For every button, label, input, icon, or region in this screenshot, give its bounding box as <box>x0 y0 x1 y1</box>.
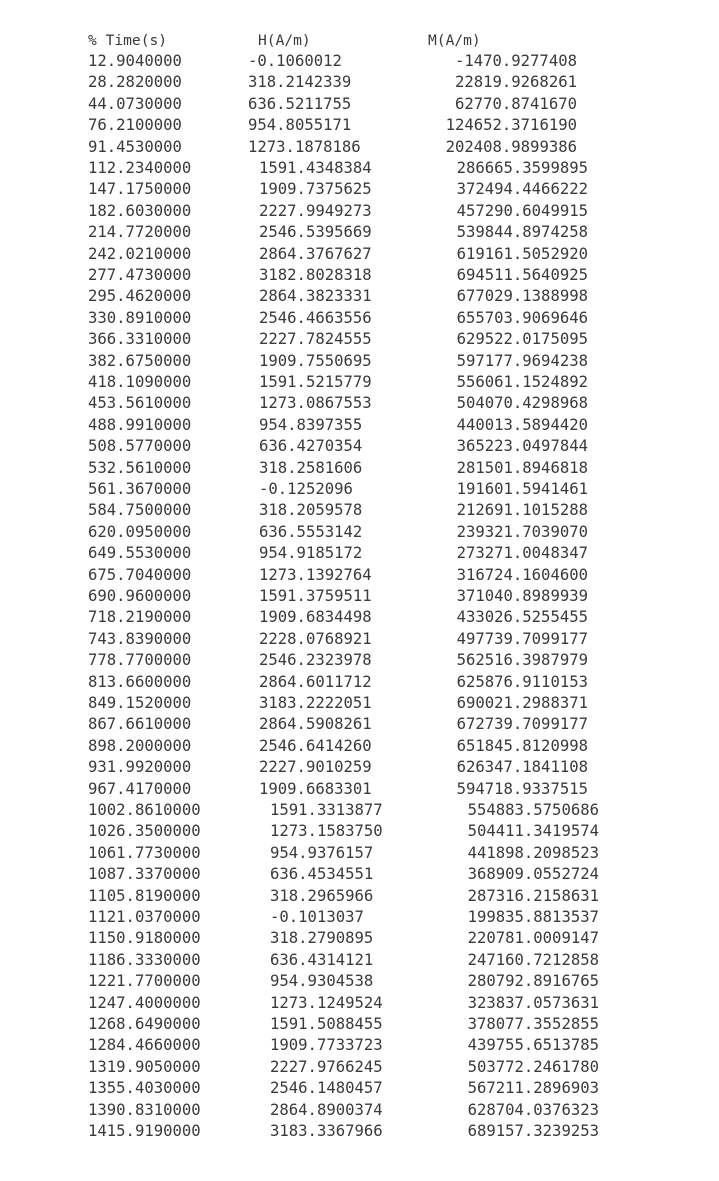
table-row <box>0 244 719 265</box>
h-cell: 1909.7733723 <box>270 1036 383 1055</box>
m-cell: 247160.7212858 <box>467 950 599 969</box>
m-cell: 220781.0009147 <box>467 929 599 948</box>
time-cell: 76.2100000 <box>88 116 182 135</box>
m-cell: 439755.6513785 <box>467 1036 599 1055</box>
h-cell: 2864.3767627 <box>259 244 372 263</box>
m-cell: 689157.3239253 <box>467 1122 599 1140</box>
time-cell: 1247.4000000 <box>88 993 201 1012</box>
h-cell: 2546.2323978 <box>259 651 372 670</box>
table-row <box>0 393 719 414</box>
time-cell: 690.9600000 <box>88 587 192 605</box>
h-cell: 3183.3367966 <box>270 1122 383 1140</box>
table-row <box>0 779 719 800</box>
m-cell: 457290.6049915 <box>456 201 588 220</box>
m-cell: 562516.3987979 <box>456 651 588 670</box>
time-cell: 931.9920000 <box>88 758 192 777</box>
h-cell: 318.2142339 <box>248 73 352 92</box>
h-cell: 1909.7375625 <box>259 180 372 199</box>
h-cell: 2864.5908261 <box>259 715 372 734</box>
m-cell: 497739.7099177 <box>456 629 588 648</box>
m-cell: 202408.9899386 <box>445 137 577 156</box>
table-row <box>0 1100 719 1121</box>
m-cell: 677029.1388998 <box>456 287 588 306</box>
h-cell: 954.9185172 <box>259 544 363 563</box>
time-cell: 1221.7700000 <box>88 972 201 991</box>
m-cell: 287316.2158631 <box>467 886 599 905</box>
table-row <box>0 1057 719 1078</box>
m-cell: -1470.9277408 <box>454 52 577 70</box>
h-cell: 1909.7550695 <box>259 351 372 370</box>
m-cell: 651845.8120998 <box>456 736 588 755</box>
h-cell: 1273.1878186 <box>248 137 361 156</box>
m-cell: 323837.0573631 <box>467 993 599 1012</box>
time-cell: 488.9910000 <box>88 415 192 434</box>
table-row <box>0 94 719 115</box>
m-cell: 273271.0048347 <box>456 544 588 563</box>
h-cell: -0.1013037 <box>270 908 364 926</box>
time-cell: 1150.9180000 <box>88 929 201 948</box>
m-cell: 628704.0376323 <box>467 1100 599 1119</box>
table-row <box>0 565 719 586</box>
h-cell: 1273.0867553 <box>259 394 372 413</box>
h-cell: 2546.5395669 <box>259 223 372 242</box>
table-row <box>0 650 719 671</box>
header-m: M(A/m) <box>428 32 481 49</box>
h-cell: 318.2965966 <box>270 886 374 905</box>
table-row <box>0 693 719 714</box>
time-cell: 718.2190000 <box>88 608 192 627</box>
time-cell: 620.0950000 <box>88 522 192 541</box>
header-time: % Time(s) <box>88 32 168 49</box>
time-cell: 849.1520000 <box>88 694 192 712</box>
h-cell: 2227.9010259 <box>259 758 372 777</box>
m-cell: 191601.5941461 <box>456 480 588 498</box>
table-row <box>0 137 719 158</box>
m-cell: 371040.8989939 <box>456 587 588 605</box>
time-cell: 813.6600000 <box>88 672 192 691</box>
m-cell: 556061.1524892 <box>456 373 588 391</box>
h-cell: 954.9304538 <box>270 972 374 991</box>
time-cell: 649.5530000 <box>88 544 192 563</box>
time-cell: 1087.3370000 <box>88 865 201 884</box>
time-cell: 1390.8310000 <box>88 1100 201 1119</box>
m-cell: 539844.8974258 <box>456 223 588 242</box>
table-row <box>0 372 719 393</box>
time-cell: 147.1750000 <box>88 180 192 199</box>
time-cell: 28.2820000 <box>88 73 182 92</box>
table-row <box>0 714 719 735</box>
m-cell: 441898.2098523 <box>467 843 599 862</box>
table-row <box>0 993 719 1014</box>
m-cell: 625876.9110153 <box>456 672 588 691</box>
m-cell: 62770.8741670 <box>454 94 577 113</box>
h-cell: 1909.6683301 <box>259 779 372 798</box>
h-cell: 954.9376157 <box>270 843 374 862</box>
m-cell: 124652.3716190 <box>445 116 577 135</box>
time-cell: 382.6750000 <box>88 351 192 370</box>
time-cell: 453.5610000 <box>88 394 192 413</box>
m-cell: 690021.2988371 <box>456 694 588 712</box>
m-cell: 503772.2461780 <box>467 1057 599 1076</box>
time-cell: 366.3310000 <box>88 330 192 349</box>
table-row <box>0 971 719 992</box>
h-cell: 636.4314121 <box>270 950 374 969</box>
h-cell: 1591.3313877 <box>270 801 383 819</box>
time-cell: 1319.9050000 <box>88 1057 201 1076</box>
table-row <box>0 607 719 628</box>
m-cell: 504411.3419574 <box>467 822 599 841</box>
h-cell: 1591.4348384 <box>259 159 372 177</box>
time-cell: 182.6030000 <box>88 201 192 220</box>
m-cell: 672739.7099177 <box>456 715 588 734</box>
table-row <box>0 179 719 200</box>
table-row <box>0 886 719 907</box>
table-row <box>0 800 719 821</box>
table-row <box>0 1078 719 1099</box>
m-cell: 626347.1841108 <box>456 758 588 777</box>
m-cell: 655703.9069646 <box>456 308 588 327</box>
time-cell: 1026.3500000 <box>88 822 201 841</box>
m-cell: 199835.8813537 <box>467 908 599 926</box>
h-cell: 2864.8900374 <box>270 1100 383 1119</box>
time-cell: 675.7040000 <box>88 565 192 584</box>
m-cell: 594718.9337515 <box>456 779 588 798</box>
m-cell: 368909.0552724 <box>467 865 599 884</box>
m-cell: 597177.9694238 <box>456 351 588 370</box>
time-cell: 1186.3330000 <box>88 950 201 969</box>
table-row <box>0 329 719 350</box>
h-cell: 636.4270354 <box>259 437 363 456</box>
m-cell: 280792.8916765 <box>467 972 599 991</box>
table-row <box>0 222 719 243</box>
table-row <box>0 201 719 222</box>
time-cell: 418.1090000 <box>88 373 192 391</box>
h-cell: 2864.6011712 <box>259 672 372 691</box>
m-cell: 629522.0175095 <box>456 330 588 349</box>
table-row <box>0 629 719 650</box>
time-cell: 242.0210000 <box>88 244 192 263</box>
h-cell: 3183.2222051 <box>259 694 372 712</box>
time-cell: 1121.0370000 <box>88 908 201 926</box>
time-cell: 214.7720000 <box>88 223 192 242</box>
time-cell: 532.5610000 <box>88 458 192 477</box>
table-row <box>0 265 719 286</box>
time-cell: 295.4620000 <box>88 287 192 306</box>
table-row <box>0 458 719 479</box>
table-row <box>0 1121 719 1142</box>
m-cell: 694511.5640925 <box>456 266 588 284</box>
h-cell: 954.8397355 <box>259 415 363 434</box>
table-row <box>0 500 719 521</box>
h-cell: 636.5553142 <box>259 522 363 541</box>
table-row <box>0 757 719 778</box>
table-row <box>0 522 719 543</box>
table-row <box>0 158 719 179</box>
m-cell: 504070.4298968 <box>456 394 588 413</box>
m-cell: 365223.0497844 <box>456 437 588 456</box>
time-cell: 1002.8610000 <box>88 801 201 819</box>
time-cell: 584.7500000 <box>88 501 192 520</box>
h-cell: 1591.3759511 <box>259 587 372 605</box>
h-cell: 318.2059578 <box>259 501 363 520</box>
h-cell: 2227.9949273 <box>259 201 372 220</box>
h-cell: 3182.8028318 <box>259 266 372 284</box>
h-cell: 1591.5215779 <box>259 373 372 391</box>
m-cell: 440013.5894420 <box>456 415 588 434</box>
m-cell: 212691.1015288 <box>456 501 588 520</box>
h-cell: 954.8055171 <box>248 116 352 135</box>
h-cell: 636.4534551 <box>270 865 374 884</box>
table-row <box>0 586 719 607</box>
h-cell: 2546.6414260 <box>259 736 372 755</box>
table-row <box>0 843 719 864</box>
header-h: H(A/m) <box>258 32 311 49</box>
time-cell: 1268.6490000 <box>88 1015 201 1033</box>
time-cell: 112.2340000 <box>88 159 192 177</box>
table-row <box>0 928 719 949</box>
h-cell: -0.1060012 <box>248 52 342 70</box>
m-cell: 378077.3552855 <box>467 1015 599 1033</box>
header-row <box>0 30 719 51</box>
table-row <box>0 907 719 928</box>
time-cell: 867.6610000 <box>88 715 192 734</box>
table-row <box>0 864 719 885</box>
time-cell: 12.9040000 <box>88 52 182 70</box>
table-row <box>0 821 719 842</box>
m-cell: 316724.1604600 <box>456 565 588 584</box>
time-cell: 508.5770000 <box>88 437 192 456</box>
h-cell: 1591.5088455 <box>270 1015 383 1033</box>
time-cell: 778.7700000 <box>88 651 192 670</box>
h-cell: 2227.9766245 <box>270 1057 383 1076</box>
table-row <box>0 543 719 564</box>
m-cell: 372494.4466222 <box>456 180 588 199</box>
h-cell: 2546.4663556 <box>259 308 372 327</box>
time-cell: 1284.4660000 <box>88 1036 201 1055</box>
m-cell: 286665.3599895 <box>456 159 588 177</box>
h-cell: 1273.1249524 <box>270 993 383 1012</box>
table-row <box>0 479 719 500</box>
time-cell: 44.0730000 <box>88 94 182 113</box>
table-row <box>0 115 719 136</box>
time-cell: 1105.8190000 <box>88 886 201 905</box>
table-row <box>0 436 719 457</box>
time-cell: 561.3670000 <box>88 480 192 498</box>
table-row <box>0 672 719 693</box>
m-cell: 554883.5750686 <box>467 801 599 819</box>
h-cell: -0.1252096 <box>259 480 353 498</box>
time-cell: 898.2000000 <box>88 736 192 755</box>
h-cell: 1273.1583750 <box>270 822 383 841</box>
h-cell: 318.2581606 <box>259 458 363 477</box>
time-cell: 277.4730000 <box>88 266 192 284</box>
table-row <box>0 72 719 93</box>
m-cell: 567211.2896903 <box>467 1079 599 1098</box>
table-row <box>0 308 719 329</box>
m-cell: 433026.5255455 <box>456 608 588 627</box>
h-cell: 636.5211755 <box>248 94 352 113</box>
m-cell: 239321.7039070 <box>456 522 588 541</box>
h-cell: 2227.7824555 <box>259 330 372 349</box>
table-row <box>0 351 719 372</box>
h-cell: 2228.0768921 <box>259 629 372 648</box>
time-cell: 330.8910000 <box>88 308 192 327</box>
h-cell: 318.2790895 <box>270 929 374 948</box>
m-cell: 281501.8946818 <box>456 458 588 477</box>
time-cell: 91.4530000 <box>88 137 182 156</box>
time-cell: 1415.9190000 <box>88 1122 201 1140</box>
time-cell: 1061.7730000 <box>88 843 201 862</box>
time-cell: 743.8390000 <box>88 629 192 648</box>
h-cell: 1909.6834498 <box>259 608 372 627</box>
time-cell: 967.4170000 <box>88 779 192 798</box>
time-cell: 1355.4030000 <box>88 1079 201 1098</box>
table-row <box>0 950 719 971</box>
table-row <box>0 415 719 436</box>
table-row <box>0 286 719 307</box>
m-cell: 619161.5052920 <box>456 244 588 263</box>
h-cell: 1273.1392764 <box>259 565 372 584</box>
h-cell: 2864.3823331 <box>259 287 372 306</box>
table-row <box>0 1035 719 1056</box>
table-row <box>0 1014 719 1035</box>
m-cell: 22819.9268261 <box>454 73 577 92</box>
table-row <box>0 736 719 757</box>
table-row <box>0 51 719 72</box>
h-cell: 2546.1480457 <box>270 1079 383 1098</box>
